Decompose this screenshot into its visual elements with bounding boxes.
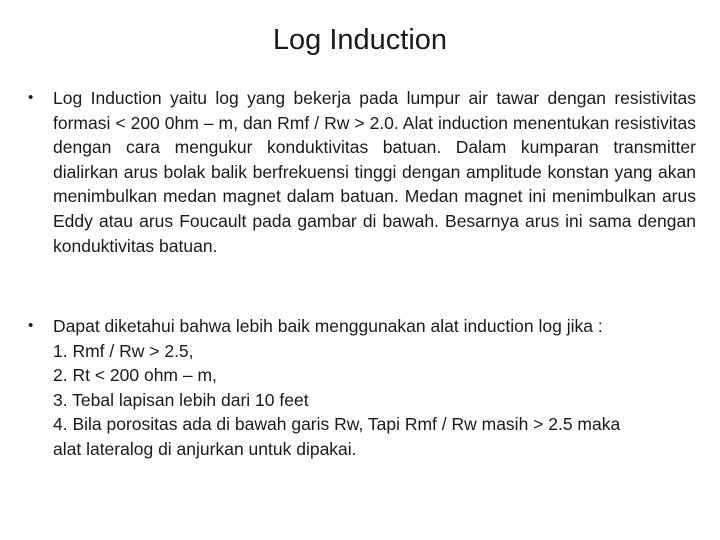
paragraph-2-intro: Dapat diketahui bahwa lebih baik menggunakan alat induction log jika : (53, 316, 603, 336)
bullet-paragraph-1 (28, 86, 696, 258)
list-item: 4. Bila porositas ada di bawah garis Rw, Tapi Rmf / Rw masih > 2.5 maka (53, 414, 621, 435)
list-item: alat lateralog di anjurkan untuk dipakai. (53, 438, 357, 459)
list-item: 2. Rt < 200 ohm – m, (53, 365, 217, 386)
list-item: 3. Tebal lapisan lebih dari 10 feet (53, 389, 309, 410)
slide-title: Log Induction (272, 24, 448, 56)
paragraph-2-text (53, 314, 696, 462)
bullet-dot: • (28, 89, 34, 106)
bullet-paragraph-2 (28, 314, 696, 462)
paragraph-1-text: Log Induction yaitu log yang bekerja pada lumpur air tawar dengan resistivitas formasi < 200 0hm – m, dan Rmf / Rw > 2.0. Alat induction menentukan resistivitas dengan cara mengukur konduktivitas batuan. Dalam kumparan transmitter dialirkan arus bolak balik berfrekuensi tinggi dengan amplitude konstan yang akan menimbulkan medan magnet dalam batuan. Medan magnet ini menimbulkan arus Eddy atau arus Foucault pada gambar di bawah. Besarnya arus ini sama dengan konduktivitas batuan. (53, 88, 696, 256)
list-item: 1. Rmf / Rw > 2.5, (53, 340, 194, 361)
bullet-dot: • (28, 317, 34, 334)
